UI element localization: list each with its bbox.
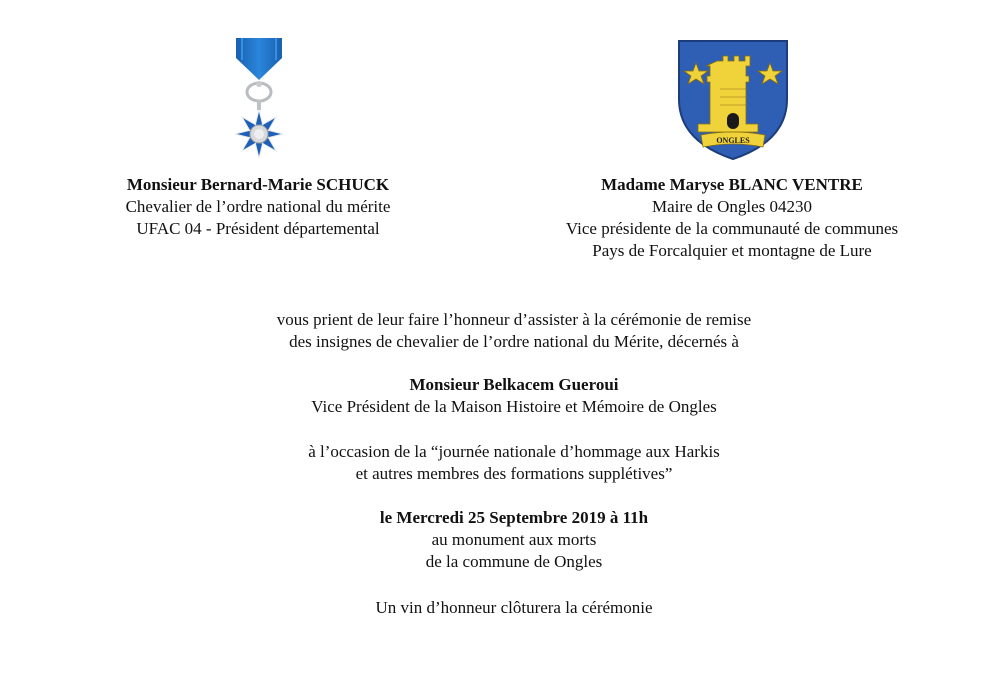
honoree-block <box>200 374 828 418</box>
left-host-title: Chevalier de l’ordre national du mérite <box>125 197 391 216</box>
invitation-line-1: vous prient de leur faire l’honneur d’assister à la cérémonie de remise <box>276 310 752 329</box>
event-block <box>200 507 828 573</box>
closing-line: Un vin d’honneur clôturera la cérémonie <box>375 598 653 617</box>
event-place-2: de la commune de Ongles <box>425 552 603 571</box>
merit-medal-icon <box>230 38 288 162</box>
invitation-text <box>200 309 828 353</box>
occasion-block <box>200 441 828 485</box>
ongles-coat-of-arms-icon <box>677 39 789 161</box>
occasion-line-2: et autres membres des formations supplétives” <box>355 464 673 483</box>
event-place-1: au monument aux morts <box>431 530 597 549</box>
right-host-role: Maire de Ongles 04230 <box>651 197 813 216</box>
left-host-role: UFAC 04 - Président départemental <box>136 219 380 238</box>
occasion-line-1: à l’occasion de la “journée nationale d’hommage aux Harkis <box>308 442 720 461</box>
crest-label: ONGLES <box>716 136 750 145</box>
event-date: le Mercredi 25 Septembre 2019 à 11h <box>379 508 649 527</box>
right-host-title: Vice présidente de la communauté de communes <box>565 219 899 238</box>
right-host-region: Pays de Forcalquier et montagne de Lure <box>592 241 872 260</box>
left-host-name: Monsieur Bernard-Marie SCHUCK <box>126 175 390 194</box>
honoree-title: Vice Président de la Maison Histoire et Mémoire de Ongles <box>311 397 717 416</box>
right-host-block <box>540 174 924 262</box>
closing-text <box>200 597 828 619</box>
invitation-line-2: des insignes de chevalier de l’ordre national du Mérite, décernés à <box>289 332 739 351</box>
right-host-name: Madame Maryse BLANC VENTRE <box>601 175 863 194</box>
left-host-block <box>108 174 408 240</box>
honoree-name: Monsieur Belkacem Gueroui <box>409 375 619 394</box>
